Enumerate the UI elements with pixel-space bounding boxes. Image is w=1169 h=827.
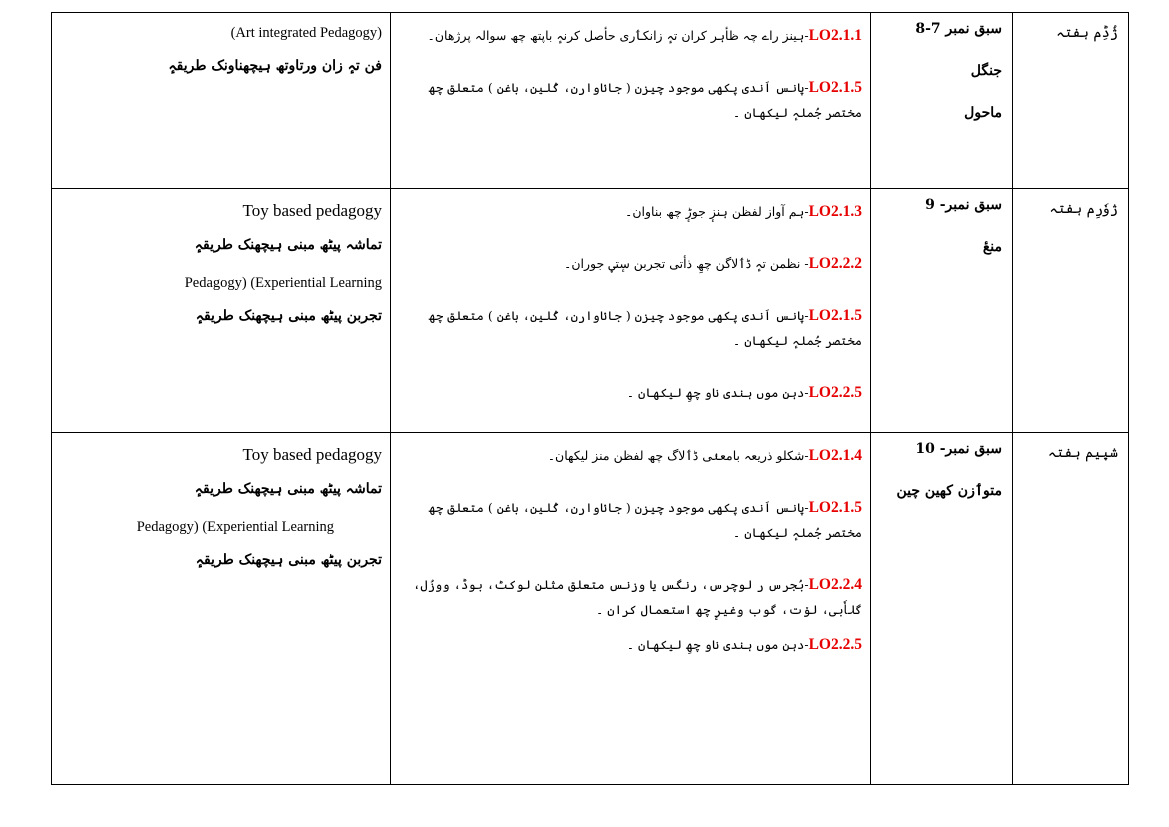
pedagogy-english: Toy based pedagogy (242, 445, 382, 464)
learning-outcome (401, 303, 862, 353)
learning-outcome (401, 632, 862, 657)
outcome-text: -دہن موں ہندی ناو چھِ لیکھان ۔ (626, 637, 809, 652)
outcome-code: LO2.1.3 (808, 203, 862, 220)
outcome-text: -دہن موں ہندی ناو چھِ لیکھان ۔ (626, 385, 809, 400)
learning-outcomes-cell (391, 433, 871, 785)
outcome-code: LO2.1.4 (808, 447, 862, 464)
outcome-code: LO2.2.2 (808, 255, 862, 272)
week-cell (1013, 433, 1129, 785)
outcome-text: -بُجرس ر لوچرس، رنگس یا وزنس متعلق مثلن لوکٹ، بوڈ، ووزُل، گلاٗبی، لوٚت، گوب وغیرٕ چھ استعمال کران ۔ (413, 577, 862, 617)
outcome-text: -پانس اَندی پکھی موجود چیزن ( جانٛاوارن، کُلین، باغن ) متعلق چھ مختصر جُملہٕ لیکھان ۔ (428, 308, 862, 348)
pedagogy-cell (52, 189, 391, 433)
outcome-code: LO2.1.1 (808, 27, 862, 44)
outcome-text: -پانس اَندی پکھی موجود چیزن ( جانٛاوارن، کُلین، باغن ) متعلق چھ مختصر جُملہٕ لیکھان ۔ (428, 80, 862, 120)
pedagogy-cell (52, 13, 391, 189)
pedagogy-kashmiri-2: تجربن پیٹھ مبنی ہیچھنک طریقہٕ (195, 308, 382, 324)
learning-outcome (401, 380, 862, 405)
lesson-cell (871, 13, 1013, 189)
table-row (52, 13, 1129, 189)
pedagogy-kashmiri-2: تجربن پیٹھ مبنی ہیچھنک طریقہٕ (195, 552, 382, 568)
outcome-code: LO2.2.5 (808, 636, 862, 653)
learning-outcome (401, 443, 862, 468)
table-row (52, 189, 1129, 433)
lesson-theme: ماحول (964, 105, 1002, 121)
lesson-cell (871, 189, 1013, 433)
outcome-code: LO2.1.5 (808, 499, 862, 516)
week-cell (1013, 189, 1129, 433)
lesson-number: سبق نمبر- 9 (925, 197, 1002, 213)
learning-outcome (401, 495, 862, 545)
outcome-text: -ہم آواز لفظن ہنزٕ جوڑٕ چھ بناوان۔ (625, 204, 809, 219)
learning-outcome (401, 199, 862, 224)
outcome-code: LO2.1.5 (808, 79, 862, 96)
pedagogy-cell (52, 433, 391, 785)
outcome-text: -شکلو ذریعہ بامعنٛی ڈٲلاگ چھ لفظن منز لیکھان۔ (547, 448, 809, 463)
pedagogy-english: Toy based pedagogy (242, 201, 382, 220)
pedagogy-kashmiri: تماشہ پیٹھ مبنی ہیچھنک طریقہٕ (194, 481, 382, 497)
outcome-text: -ہینز راے چہ ظأہر کران تہٕ زانکٲری حأصل کرنہٕ باپتھ چھ سوالہ پرژھان۔ (427, 28, 809, 43)
outcome-code: LO2.2.5 (808, 384, 862, 401)
outcome-text: - نظمن تہٕ ڈٲلاگن چھِ ذأتی تجربن سٕتؠ جوران۔ (564, 256, 809, 271)
week-label: ژوٗرِم ہفتہ (1049, 201, 1118, 217)
week-cell (1013, 13, 1129, 189)
lesson-number: سبق نمبر- 10 (915, 441, 1002, 457)
pedagogy-kashmiri: تماشہ پیٹھ مبنی ہیچھنک طریقہٕ (194, 237, 382, 253)
lesson-title: متوٲزن کھین چین (896, 483, 1002, 499)
learning-outcome (401, 23, 862, 48)
week-label: شیٖیم ہفتہ (1047, 445, 1118, 461)
pedagogy-english-2: Pedagogy) (Experiential Learning (184, 275, 382, 291)
lesson-plan-table (51, 12, 1129, 785)
learning-outcome (401, 251, 862, 276)
outcome-code: LO2.1.5 (808, 307, 862, 324)
pedagogy-english-2: Pedagogy) (Experiential Learning (136, 519, 334, 535)
learning-outcomes-cell (391, 13, 871, 189)
lesson-title: جنگل (970, 63, 1002, 79)
outcome-text: -پانس اَندی پکھی موجود چیزن ( جانٛاوارن، کُلین، باغن ) متعلق چھ مختصر جُملہٕ لیکھان ۔ (428, 500, 862, 540)
learning-outcome (401, 572, 862, 622)
learning-outcomes-cell (391, 189, 871, 433)
week-label: ژُڈِم ہفتہ (1056, 25, 1118, 41)
lesson-cell (871, 433, 1013, 785)
pedagogy-english: (Art integrated Pedagogy) (230, 25, 382, 41)
learning-outcome (401, 75, 862, 125)
outcome-code: LO2.2.4 (808, 576, 862, 593)
table-row (52, 433, 1129, 785)
lesson-number: سبق نمبر 7-8 (915, 21, 1002, 37)
lesson-title: منعٔ (982, 239, 1002, 255)
pedagogy-kashmiri: فن تہٕ زان ورتاوتھ ہیچھناونک طریقہٕ (168, 58, 382, 74)
